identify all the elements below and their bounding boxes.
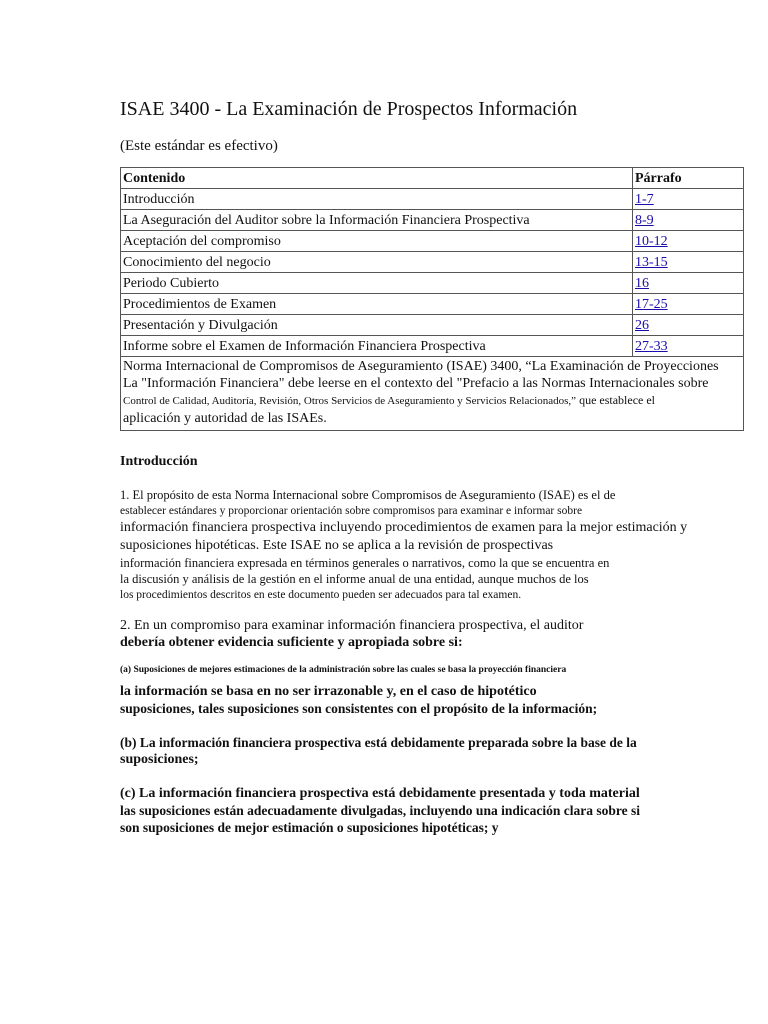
paragraph-link[interactable]: 27-33 <box>635 338 668 354</box>
table-row <box>121 189 744 210</box>
table-row <box>121 210 744 231</box>
header-content: Contenido <box>121 168 633 189</box>
text-line: establecer estándares y proporcionar orientación sobre compromisos para examinar e informar sobre <box>120 505 583 517</box>
table-header-row <box>121 168 744 189</box>
text-line: suposiciones hipotéticas. Este ISAE no se aplica a la revisión de prospectivas <box>120 538 554 553</box>
text-line: debería obtener evidencia suficiente y apropiada sobre si: <box>120 635 463 650</box>
note-line: Control de Calidad, Auditoría, Revisión, Otros Servicios de Aseguramiento y Servicios Relacionados,” <box>123 395 577 407</box>
item-a-heading: (a) Suposiciones de mejores estimaciones de la administración sobre las cuales se basa la proyección financiera <box>120 665 567 675</box>
paragraph-link[interactable]: 13-15 <box>635 254 668 270</box>
header-paragraph: Párrafo <box>633 168 744 189</box>
row-content: Periodo Cubierto <box>121 273 633 294</box>
page-title: ISAE 3400 - La Examinación de Prospectos Información <box>120 98 578 120</box>
text-line: la información se basa en no ser irrazonable y, en el caso de hipotético <box>120 684 537 699</box>
intro-heading: Introducción <box>120 454 198 469</box>
text-line: información financiera prospectiva incluyendo procedimientos de examen para la mejor estimación y <box>120 520 688 535</box>
text-line: suposiciones, tales suposiciones son consistentes con el propósito de la información; <box>120 701 598 716</box>
text-line: suposiciones; <box>120 752 199 767</box>
paragraph-link[interactable]: 1-7 <box>635 191 654 207</box>
text-line: (c) La información financiera prospectiva está debidamente presentada y toda material <box>120 786 640 801</box>
table-row <box>121 336 744 357</box>
text-line: 1. El propósito de esta Norma Internacional sobre Compromisos de Aseguramiento (ISAE) es el de <box>120 488 616 502</box>
text-line: la discusión y análisis de la gestión en el informe anual de una entidad, aunque muchos de los <box>120 572 589 586</box>
item-b-text <box>120 734 748 768</box>
row-content: Presentación y Divulgación <box>121 315 633 336</box>
note-line: La "Información Financiera" debe leerse en el contexto del "Prefacio a las Normas Internacionales sobre <box>123 376 709 391</box>
table-row <box>121 294 744 315</box>
table-row <box>121 231 744 252</box>
paragraph-link[interactable]: 8-9 <box>635 212 654 228</box>
row-content: Informe sobre el Examen de Información Financiera Prospectiva <box>121 336 633 357</box>
paragraph-2 <box>120 617 748 651</box>
document-page <box>120 96 748 836</box>
row-content: Conocimiento del negocio <box>121 252 633 273</box>
item-c-text <box>120 785 748 836</box>
row-content: Introducción <box>121 189 633 210</box>
note-line: que establece el <box>576 393 656 407</box>
note-line: Norma Internacional de Compromisos de Aseguramiento (ISAE) 3400, “La Examinación de Proyecciones <box>123 359 719 374</box>
contents-table <box>120 167 744 431</box>
row-content: La Aseguración del Auditor sobre la Información Financiera Prospectiva <box>121 210 633 231</box>
item-a-text <box>120 683 748 717</box>
row-content: Aceptación del compromiso <box>121 231 633 252</box>
text-line: son suposiciones de mejor estimación o suposiciones hipotéticas; y <box>120 820 499 835</box>
table-row <box>121 315 744 336</box>
effective-note: (Este estándar es efectivo) <box>120 138 278 154</box>
text-line: los procedimientos descritos en este documento pueden ser adecuados para tal examen. <box>120 589 522 601</box>
text-line: información financiera expresada en términos generales o narrativos, como la que se encuentra en <box>120 556 610 570</box>
paragraph-link[interactable]: 10-12 <box>635 233 668 249</box>
table-note-row <box>121 357 744 431</box>
table-row <box>121 273 744 294</box>
text-line: las suposiciones están adecuadamente divulgadas, incluyendo una indicación clara sobre si <box>120 803 640 818</box>
paragraph-1 <box>120 487 748 603</box>
note-line: aplicación y autoridad de las ISAEs. <box>123 411 327 426</box>
text-line: 2. En un compromiso para examinar información financiera prospectiva, el auditor <box>120 618 584 633</box>
table-row <box>121 252 744 273</box>
row-content: Procedimientos de Examen <box>121 294 633 315</box>
text-line: (b) La información financiera prospectiva está debidamente preparada sobre la base de la <box>120 735 637 750</box>
table-note <box>121 357 744 431</box>
paragraph-link[interactable]: 16 <box>635 275 649 291</box>
paragraph-link[interactable]: 17-25 <box>635 296 668 312</box>
paragraph-link[interactable]: 26 <box>635 317 649 333</box>
